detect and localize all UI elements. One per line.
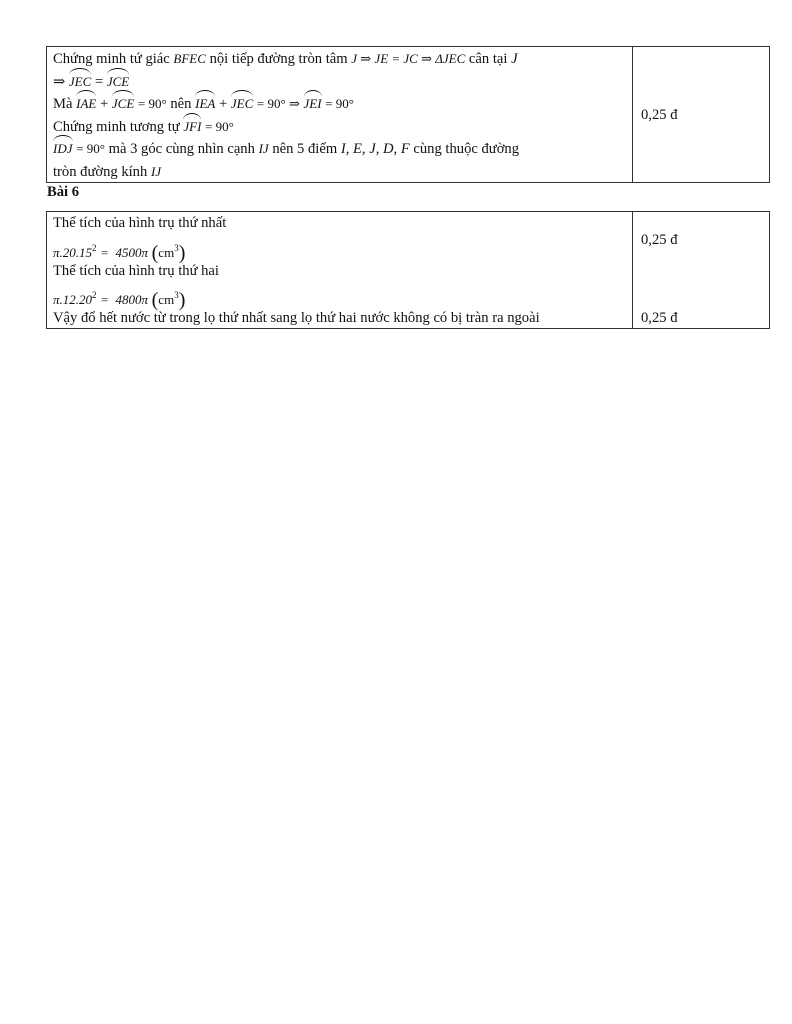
proof-line-5	[53, 138, 626, 161]
angle-idj: IDJ	[53, 138, 73, 160]
angle-jfi: JFI	[183, 116, 201, 138]
proof-line-3	[53, 93, 626, 116]
right-paren: )	[178, 241, 186, 264]
score-value: 0,25 đ	[641, 107, 678, 123]
problem-heading: Bài 6	[47, 184, 80, 200]
text: nên	[170, 96, 192, 113]
proof-line-6	[53, 161, 626, 184]
unit-exponent: 3	[174, 290, 179, 301]
angle-jec: JEC	[69, 71, 91, 93]
math-segment: IJ	[150, 163, 162, 179]
proof-content-cell	[47, 47, 633, 182]
solution-line-3: Vậy đổ hết nước từ trong lọ thứ nhất sang lọ thứ hai nước không có bị tràn ra ngoài	[53, 310, 540, 327]
score-value-2: 0,25 đ	[641, 310, 678, 326]
score-cell	[633, 212, 769, 328]
unit: cm	[158, 244, 175, 260]
formula-line-2	[53, 282, 626, 312]
text: nên 5 điểm	[272, 141, 338, 158]
math-value: = 90° ⇒	[256, 96, 300, 112]
proof-line-1	[53, 48, 626, 71]
exponent: 2	[92, 290, 97, 301]
left-paren: (	[151, 289, 159, 312]
math-expression: π.20.15	[53, 244, 93, 260]
angle-jce: JCE	[107, 71, 129, 93]
text: mà 3 góc cùng nhìn cạnh	[108, 141, 255, 158]
equals-symbol: =	[94, 73, 104, 90]
math-result: = 4500π	[100, 244, 148, 260]
solution-table	[46, 211, 770, 329]
implies-symbol: ⇒	[53, 73, 66, 90]
math-expression: J ⇒ JE = JC ⇒ ΔJEC	[351, 51, 466, 66]
solution-line-2: Thể tích của hình trụ thứ hai	[53, 262, 219, 279]
text: cùng thuộc đường	[413, 141, 520, 158]
math-value: = 90°	[325, 96, 354, 112]
unit-exponent: 3	[174, 242, 179, 253]
math-points: I, E, J, D, F	[340, 141, 410, 158]
angle-iae: IAE	[76, 93, 96, 115]
math-value: = 90°	[76, 141, 105, 157]
text: Chứng minh tứ giác	[53, 51, 170, 67]
math-point: J	[511, 51, 518, 67]
left-paren: (	[151, 241, 159, 264]
right-paren: )	[178, 289, 186, 312]
formula-line-1	[53, 235, 626, 264]
math-quadrilateral: BFEC	[173, 51, 206, 66]
text: Mà	[53, 96, 73, 113]
exponent: 2	[92, 242, 97, 253]
math-value: = 90°	[137, 96, 167, 112]
text: nội tiếp đường tròn tâm	[209, 51, 348, 67]
angle-jei: JEI	[304, 93, 322, 115]
proof-line-4	[53, 116, 626, 139]
text: Chứng minh tương tự	[53, 118, 180, 135]
plus-symbol: +	[218, 96, 228, 113]
math-segment: IJ	[258, 141, 269, 157]
text: cân tại	[468, 51, 508, 67]
solution-line-1: Thể tích của hình trụ thứ nhất	[53, 215, 227, 231]
proof-line-2	[53, 71, 626, 94]
unit: cm	[158, 292, 175, 308]
score-value-1: 0,25 đ	[641, 232, 678, 248]
solution-content-cell	[47, 212, 633, 328]
angle-jec: JEC	[231, 93, 253, 115]
text: tròn đường kính	[53, 163, 148, 180]
score-cell	[633, 47, 769, 182]
math-result: = 4800π	[100, 292, 148, 308]
plus-symbol: +	[100, 96, 109, 113]
math-expression: π.12.20	[53, 292, 93, 308]
angle-jce: JCE	[112, 93, 134, 115]
math-value: = 90°	[205, 118, 234, 134]
proof-table	[46, 46, 770, 183]
angle-iea: IEA	[195, 93, 215, 115]
